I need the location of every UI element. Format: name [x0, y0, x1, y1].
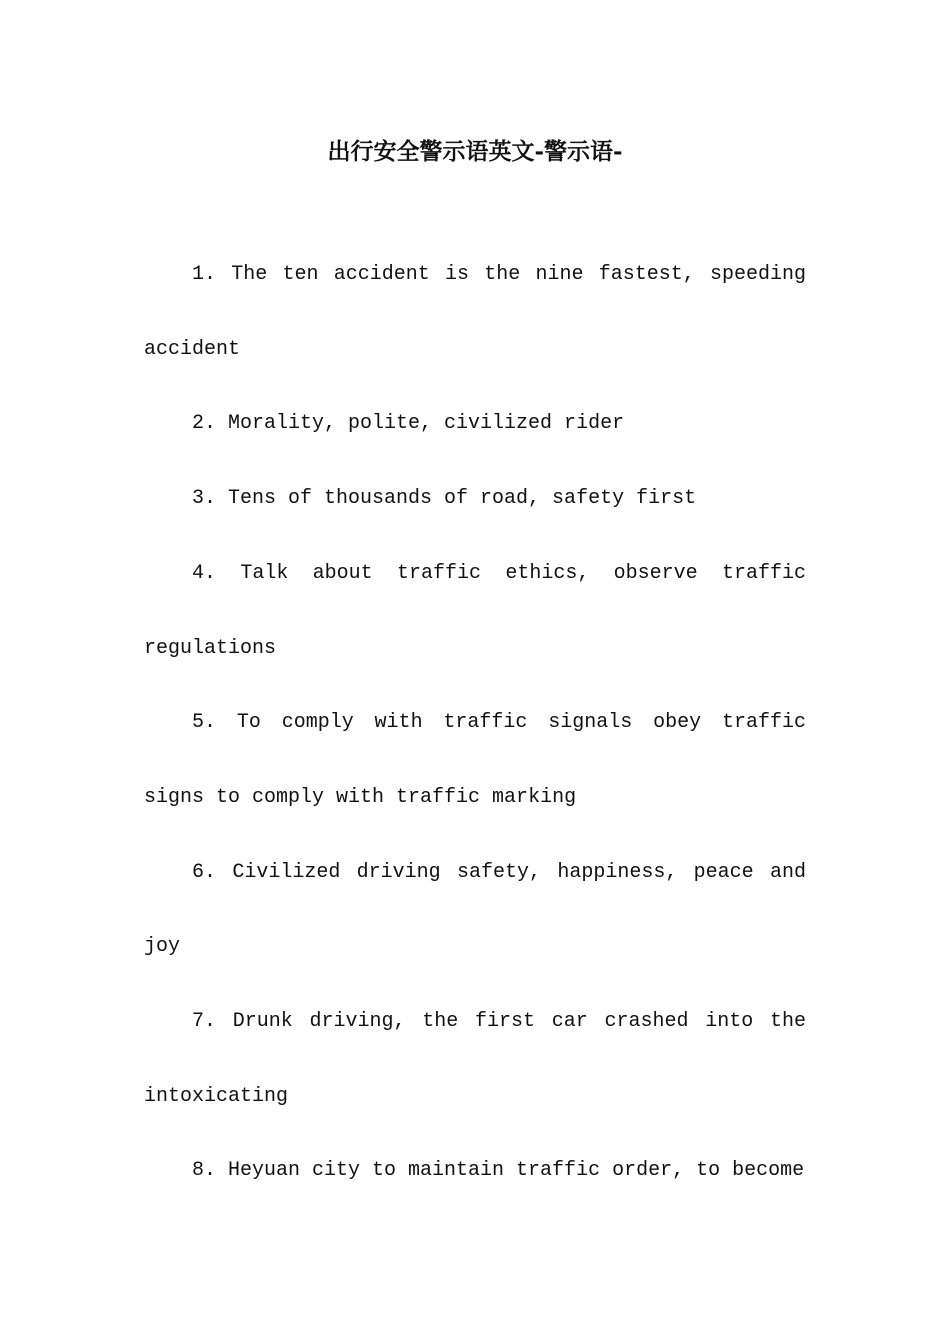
document-body: [144, 238, 806, 1209]
list-item: 5. To comply with traffic signals obey traffic signs to comply with traffic marking: [144, 711, 806, 809]
list-item: 6. Civilized driving safety, happiness, peace and joy: [144, 860, 806, 959]
list-item: 3. Tens of thousands of road, safety first: [192, 487, 697, 511]
list-item: 2. Morality, polite, civilized rider: [192, 412, 625, 436]
list-item: 7. Drunk driving, the first car crashed into the intoxicating: [144, 1010, 806, 1108]
list-item: 1. The ten accident is the nine fastest, speeding accident: [144, 263, 806, 361]
list-item: 4. Talk about traffic ethics, observe traffic regulations: [144, 561, 806, 660]
list-item: 8. Heyuan city to maintain traffic order, to become: [192, 1159, 805, 1183]
document-title: 出行安全警示语英文-警示语-: [327, 138, 623, 165]
